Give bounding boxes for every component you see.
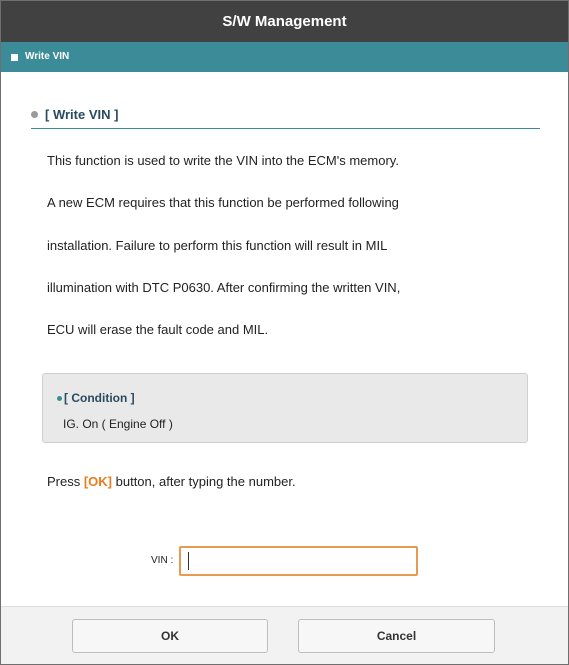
instruction-text	[47, 474, 296, 489]
text-caret	[188, 552, 189, 570]
dialog-footer	[1, 606, 568, 664]
description-line-3: installation. Failure to perform this function will result in MIL	[47, 238, 388, 253]
section-header	[31, 107, 540, 129]
condition-title: [ Condition ]	[64, 391, 135, 405]
subheader-bar	[1, 42, 568, 72]
cancel-button[interactable]: Cancel	[298, 619, 495, 653]
condition-box	[42, 373, 528, 443]
vin-input[interactable]	[179, 546, 418, 576]
instruction-suffix: button, after typing the number.	[112, 474, 296, 489]
description-line-2: A new ECM requires that this function be performed following	[47, 195, 399, 210]
condition-header	[57, 391, 135, 405]
description-line-5: ECU will erase the fault code and MIL.	[47, 322, 269, 337]
square-bullet-icon	[11, 54, 18, 61]
bullet-dot-icon	[57, 396, 62, 401]
description-line-4: illumination with DTC P0630. After confirming the written VIN,	[47, 280, 401, 295]
instruction-ok-highlight: [OK]	[83, 474, 113, 489]
ok-button[interactable]: OK	[72, 619, 268, 653]
vin-label: VIN :	[151, 555, 174, 566]
instruction-prefix: Press	[47, 474, 84, 489]
window-title: S/W Management	[1, 1, 568, 42]
section-title: [ Write VIN ]	[45, 107, 119, 122]
condition-text: IG. On ( Engine Off )	[63, 417, 173, 431]
subheader-label: Write VIN	[25, 51, 70, 62]
bullet-dot-icon	[31, 111, 38, 118]
description-line-1: This function is used to write the VIN into the ECM's memory.	[47, 153, 399, 168]
